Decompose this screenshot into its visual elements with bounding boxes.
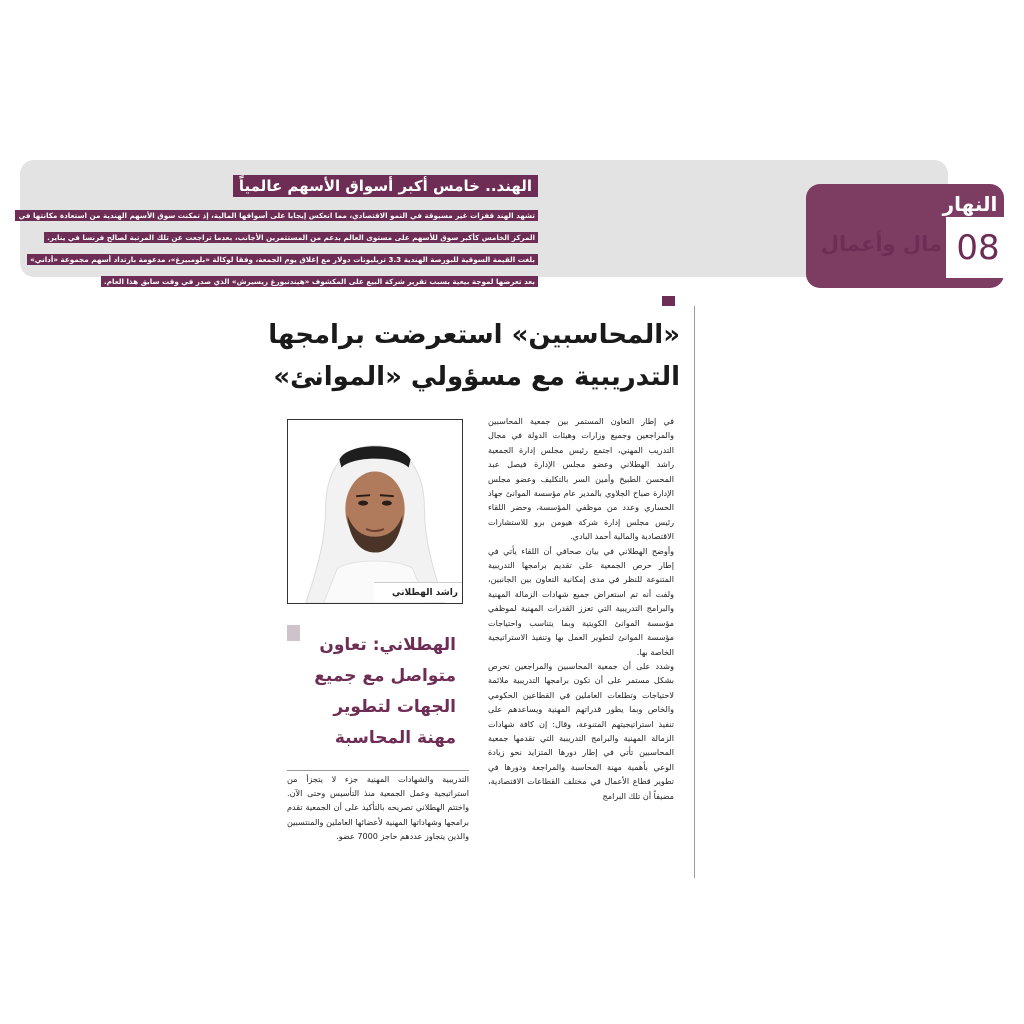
teaser-line: تشهد الهند قفزات غير مسبوقة في النمو الاقتصادي، مما انعكس إيجابا على أسواقها المالية، إذ تمكنت سوق الأسهم الهندية من استعادة مكانتها في: [15, 210, 538, 221]
article-body: [488, 414, 674, 803]
portrait-photo: [287, 419, 463, 604]
teaser-text: [18, 203, 538, 289]
body-paragraph: وشدد على أن جمعية المحاسبين والمراجعين تحرص بشكل مستمر على أن تكون برامجها التدريبية ملائمة لاحتياجات وتطلعات العاملين في القطاعين الحكومي والخاص وبما يطور قدراتهم المهنية ويساعدهم على تنفيذ استراتيجيتهم المتنوعة، وقال: إن كافة شهادات الزمالة المهنية والبرامج التدريبية التي تقدمها جمعية المحاسبين تأتي في إطار دورها المتزايد نحو زيادة الوعي بأهمية مهنة المحاسبة والمراجعة ودورها في تطوير قطاع الأعمال في مختلف القطاعات الاقتصادية، مضيفاً أن تلك البرامج: [488, 660, 674, 801]
body-paragraph: في إطار التعاون المستمر بين جمعية المحاسبين والمراجعين وجميع وزارات وهيئات الدولة في مجال التدريب المهني، اجتمع رئيس مجلس إدارة الجمعية راشد الهطلاني وعضو مجلس الإدارة فيصل عبد المحسن الطبيخ وأمين السر بالتكليف وعضو مجلس الإدارة صباح الجلاوي بالمدير عام مؤسسة الموانئ جهاد الحساري وعدد من موظفي المؤسسة، وحضر اللقاء رئيس مجلس إدارة شركة هيومن برو للاستشارات الاقتصادية والمالية أحمد البادي.: [488, 416, 674, 542]
headline-line: «المحاسبين» استعرضت برامجها: [268, 320, 680, 350]
photo-caption: راشد الهطلاني: [374, 582, 462, 602]
article-marker: [662, 296, 675, 306]
body-paragraph: وأوضح الهطلاني في بيان صحافي أن اللقاء يأتي في إطار حرص الجمعية على تقديم برامجها التدريبية المتنوعة للنظر في مدى إمكانية التعاون بين الجانبين، ولفت أنه تم استعراض جميع شهادات الزمالة المهنية والبرامج التدريبية التي تعزز القدرات المهنية لموظفي مؤسسة الموانئ الكويتية وبما يتناسب واحتياجات مؤسسة الموانئ لتطوير العمل بها وتنفيذ الاستراتيجية الخاصة بها.: [488, 545, 674, 657]
subhead-divider: [287, 770, 469, 771]
teaser-box: [18, 175, 538, 291]
page-number: 08: [946, 217, 1010, 278]
portrait-illustration: [288, 420, 462, 603]
teaser-headline: الهند.. خامس أكبر أسواق الأسهم عالمياً: [233, 175, 538, 197]
newspaper-logo: النهار: [942, 192, 998, 216]
headline-line: التدريبية مع مسؤولي «الموانئ»: [273, 362, 680, 392]
article-subhead: الهطلاني: تعاون متواصل مع جميع الجهات لتطوير مهنة المحاسبة: [314, 635, 456, 748]
article-headline: [268, 314, 680, 398]
article-continuation: التدريبية والشهادات المهنية جزء لا يتجزأ من استراتيجية وعمل الجمعية منذ التأسيس وحتى الآن. واختتم الهطلاني تصريحه بالتأكيد على أن الجمعية تقدم برامجها وشهاداتها المهنية لأعضائها العاملين والمنتسبين والذين يتجاوز عددهم حاجز 7000 عضو.: [287, 774, 469, 841]
section-title: مال وأعمال: [820, 232, 942, 256]
teaser-line: بلغت القيمة السوقية للبورصة الهندية 3.3 تريليونات دولار مع إغلاق يوم الجمعة، وفقا لوكالة «بلومبيرغ»، مدعومة بارتداد أسهم مجموعة «أداني»: [27, 254, 538, 265]
teaser-line: المركز الخامس كأكبر سوق للأسهم على مستوى العالم بدعم من المستثمرين الأجانب، بعدما تراجعت عن تلك المرتبة لصالح فرنسا في يناير.: [44, 232, 538, 243]
column-divider: [694, 306, 695, 878]
teaser-line: بعد تعرضها لموجة بيعية بسبب تقرير شركة البيع على المكشوف «هيندنبورغ ريسيرش» الذي صدر في وقت سابق هذا العام.: [101, 276, 538, 287]
